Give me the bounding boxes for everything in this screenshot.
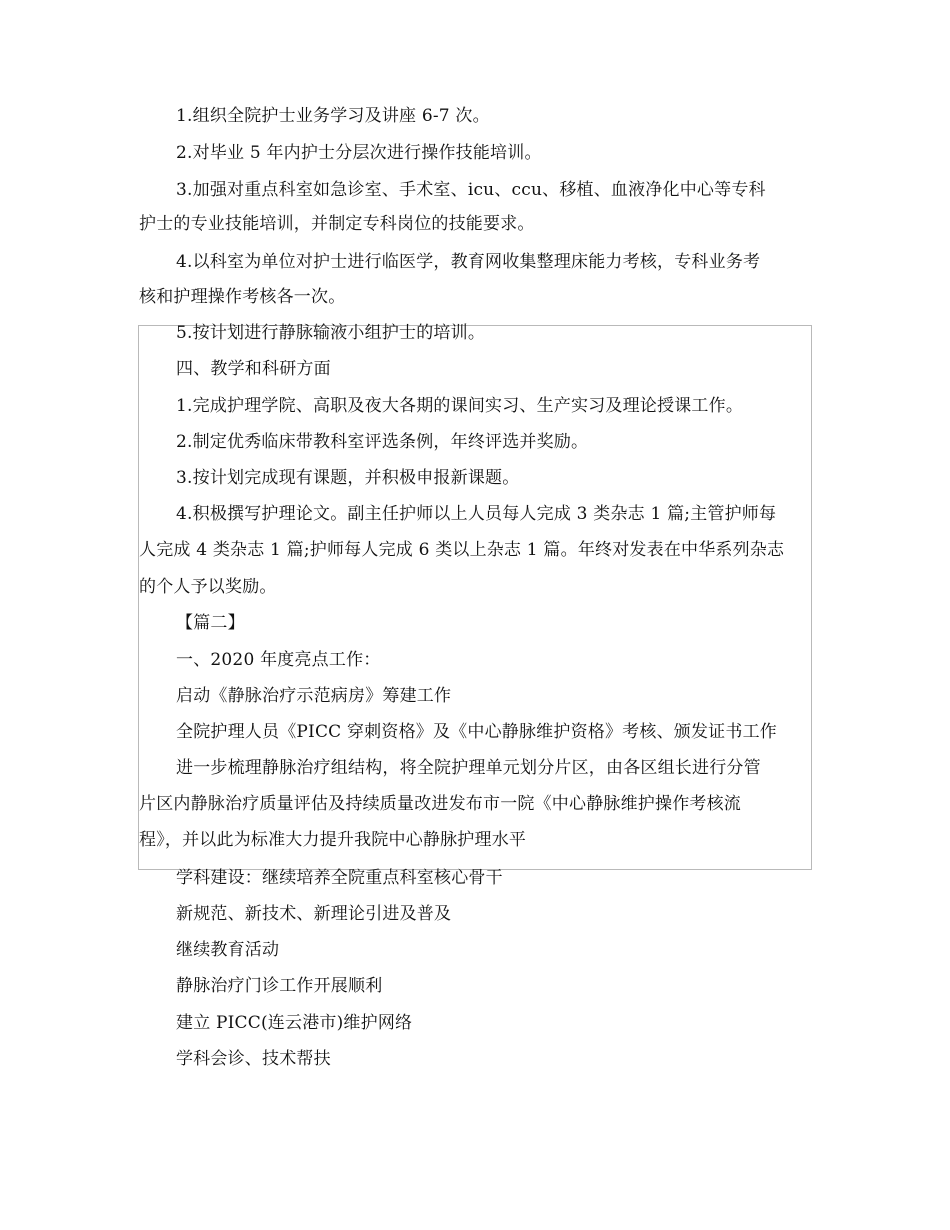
paragraph-line: 全院护理人员《PICC 穿刺资格》及《中心静脉维护资格》考核、颁发证书工作 — [176, 722, 777, 742]
paragraph-line: 5.按计划进行静脉输液小组护士的培训。 — [176, 323, 486, 343]
paragraph-line: 片区内静脉治疗质量评估及持续质量改进发布市一院《中心静脉维护操作考核流 — [139, 794, 741, 814]
paragraph-line: 2.对毕业 5 年内护士分层次进行操作技能培训。 — [176, 143, 542, 163]
paragraph-line: 4.以科室为单位对护士进行临医学，教育网收集整理床能力考核，专科业务考 — [176, 252, 761, 272]
paragraph-line: 1.组织全院护士业务学习及讲座 6-7 次。 — [176, 106, 490, 126]
paragraph-line: 继续教育活动 — [176, 940, 280, 960]
paragraph-line: 学科建设：继续培养全院重点科室核心骨干 — [176, 868, 503, 888]
paragraph-line: 启动《静脉治疗示范病房》筹建工作 — [176, 686, 452, 706]
paragraph-line: 新规范、新技术、新理论引进及普及 — [176, 904, 452, 924]
section-heading: 四、教学和科研方面 — [176, 359, 331, 379]
paragraph-line: 人完成 4 类杂志 1 篇;护师每人完成 6 类以上杂志 1 篇。年终对发表在中华系列杂志 — [139, 540, 785, 560]
paragraph-line: 2.制定优秀临床带教科室评选条例，年终评选并奖励。 — [176, 432, 589, 452]
section-heading: 一、2020 年度亮点工作： — [176, 650, 381, 670]
paragraph-line: 学科会诊、技术帮扶 — [176, 1049, 331, 1069]
paragraph-line: 3.按计划完成现有课题，并积极申报新课题。 — [176, 468, 520, 488]
section-heading: 【篇二】 — [176, 613, 245, 633]
paragraph-line: 护士的专业技能培训，并制定专科岗位的技能要求。 — [139, 214, 535, 234]
paragraph-line: 建立 PICC(连云港市)维护网络 — [176, 1013, 413, 1033]
paragraph-line: 1.完成护理学院、高职及夜大各期的课间实习、生产实习及理论授课工作。 — [176, 396, 744, 416]
paragraph-line: 静脉治疗门诊工作开展顺利 — [176, 976, 383, 996]
paragraph-line: 程》，并以此为标准大力提升我院中心静脉护理水平 — [139, 830, 527, 850]
paragraph-line: 核和护理操作考核各一次。 — [139, 287, 346, 307]
paragraph-line: 进一步梳理静脉治疗组结构，将全院护理单元划分片区，由各区组长进行分管 — [176, 758, 761, 778]
paragraph-line: 4.积极撰写护理论文。副主任护师以上人员每人完成 3 类杂志 1 篇;主管护师每 — [176, 504, 777, 524]
paragraph-line: 3.加强对重点科室如急诊室、手术室、icu、ccu、移植、血液净化中心等专科 — [176, 180, 766, 200]
paragraph-line: 的个人予以奖励。 — [139, 577, 277, 597]
